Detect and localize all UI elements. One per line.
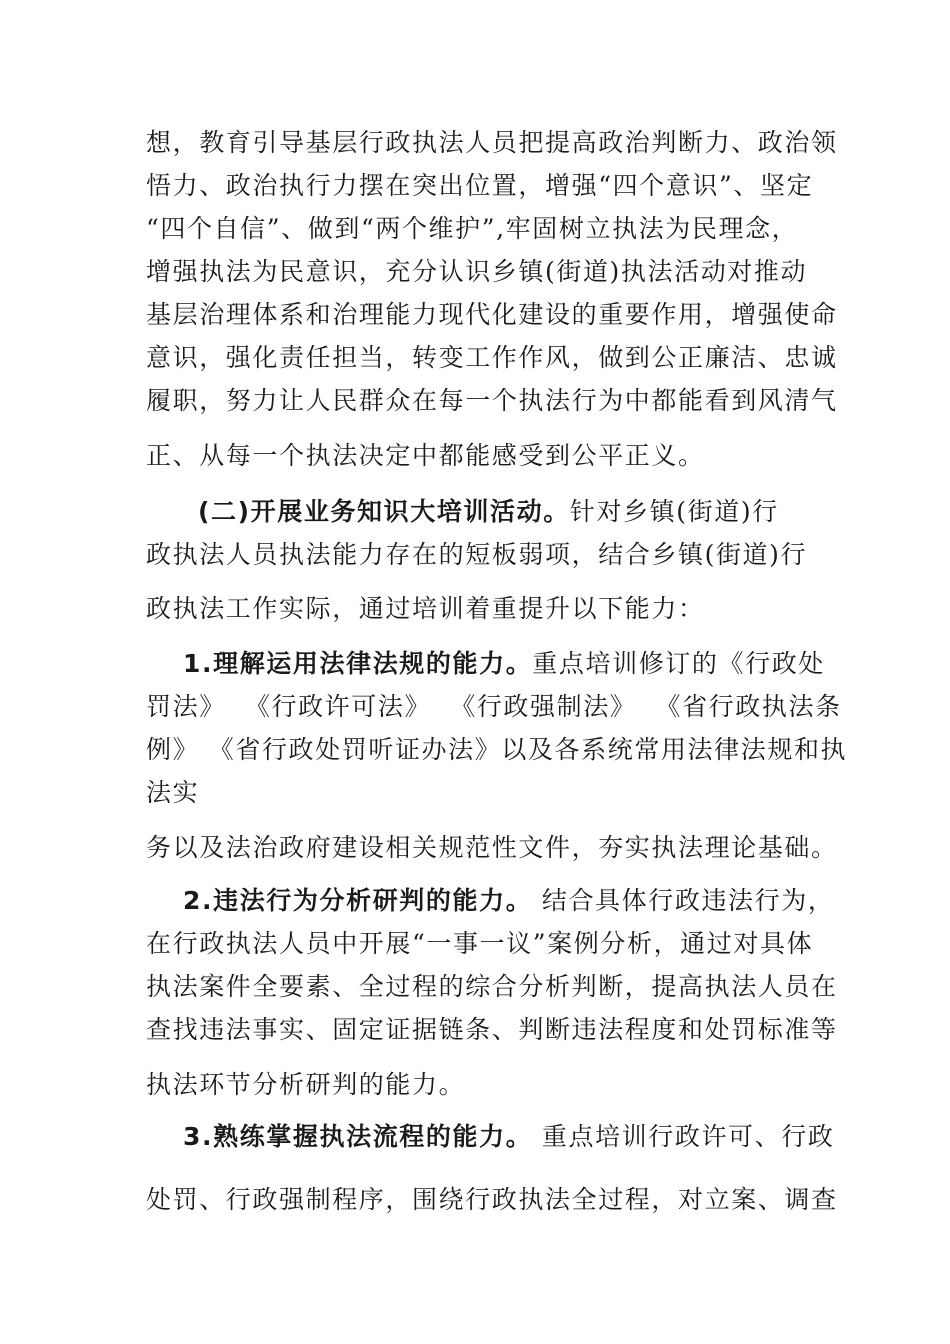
item1-line-4: 法实 <box>146 778 200 807</box>
item1-line-2: 罚法》 《行政许可法》 《行政强制法》 《省行政执法条 <box>146 692 842 721</box>
item1-line-1-text: 重点培训修订的《行政处 <box>532 649 825 678</box>
section2-line-1 <box>198 497 779 527</box>
item2-line-1-text: 结合具体行政违法行为， <box>532 886 835 915</box>
item1-line-1 <box>183 649 825 679</box>
item2-heading: 2.违法行为分析研判的能力。 <box>183 886 533 915</box>
section2-line-3: 政执法工作实际，通过培训着重提升以下能力： <box>146 594 705 623</box>
item2-line-1 <box>183 886 834 916</box>
para1-line-1: 想，教育引导基层行政执法人员把提高政治判断力、政治领 <box>146 128 838 157</box>
para1-line-2: 悟力、政治执行力摆在突出位置，增强“四个意识”、坚定 <box>146 171 814 200</box>
para1-line-6: 意识，强化责任担当，转变工作作风，做到公正廉洁、忠诚 <box>146 343 838 372</box>
item3-line-2: 处罚、行政强制程序，围绕行政执法全过程，对立案、调查 <box>146 1185 838 1214</box>
item3-line-1-text: 重点培训行政许可、行政 <box>532 1122 835 1151</box>
section2-heading: (二)开展业务知识大培训活动。 <box>198 497 570 526</box>
item1-heading: 1.理解运用法律法规的能力。 <box>183 649 533 678</box>
item3-line-1 <box>183 1122 834 1152</box>
item2-line-5: 执法环节分析研判的能力。 <box>146 1070 466 1099</box>
para1-line-4: 增强执法为民意识，充分认识乡镇(街道)执法活动对推动 <box>146 257 808 286</box>
para1-line-8: 正、从每一个执法决定中都能感受到公平正义。 <box>146 441 705 470</box>
item2-line-4: 查找违法事实、固定证据链条、判断违法程度和处罚标准等 <box>146 1015 838 1044</box>
para1-line-3: “四个自信”、做到“两个维护”,牢固树立执法为民理念， <box>146 214 799 243</box>
section2-line-1-text: 针对乡镇(街道)行 <box>569 497 779 526</box>
para1-line-5: 基层治理体系和治理能力现代化建设的重要作用，增强使命 <box>146 300 838 329</box>
item1-line-3: 例》 《省行政处罚听证办法》以及各系统常用法律法规和执 <box>146 735 848 764</box>
section2-line-2: 政执法人员执法能力存在的短板弱项，结合乡镇(街道)行 <box>146 540 808 569</box>
para1-line-7: 履职，努力让人民群众在每一个执法行为中都能看到风清气 <box>146 386 838 415</box>
item1-line-5: 务以及法治政府建设相关规范性文件，夯实执法理论基础。 <box>146 833 838 862</box>
item2-line-2: 在行政执法人员中开展“一事一议”案例分析，通过对具体 <box>146 929 814 958</box>
item3-heading: 3.熟练掌握执法流程的能力。 <box>183 1122 533 1151</box>
item2-line-3: 执法案件全要素、全过程的综合分析判断，提高执法人员在 <box>146 972 838 1001</box>
